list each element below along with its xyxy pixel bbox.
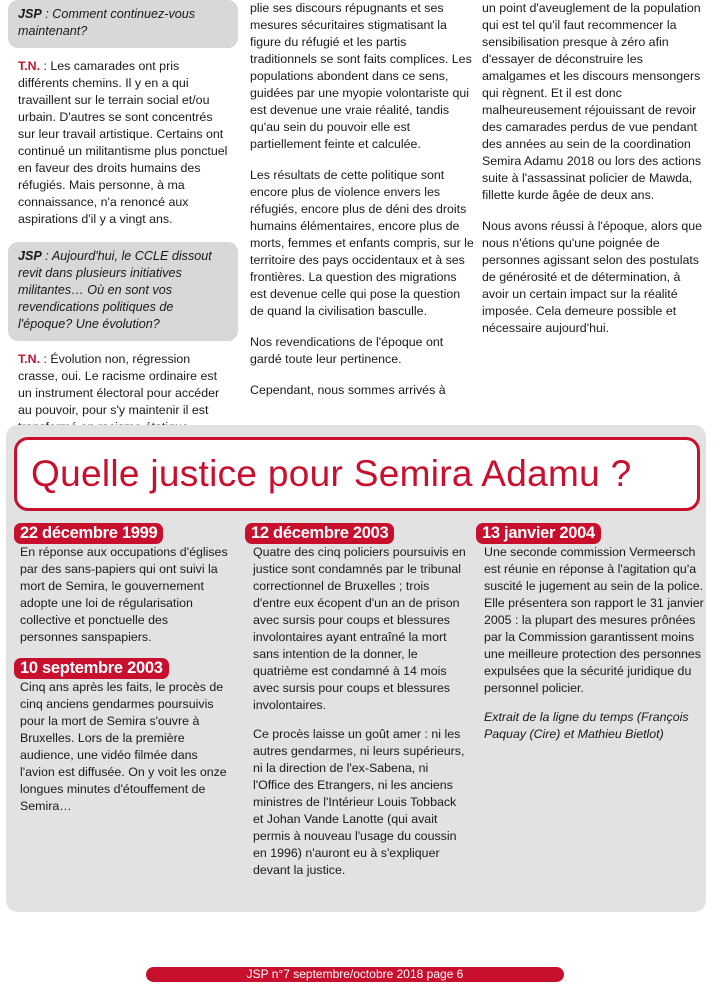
interview-column-3 (482, 0, 710, 351)
question-speaker: JSP (18, 7, 42, 21)
answer-speaker: T.N. (18, 352, 41, 366)
question-box (8, 0, 238, 48)
answer-text: : Les camarades ont pris différents chemins. Il y en a qui travaillent sur le terrain social et/ou urbain. D'autres se sont concentrés sur leur travail artistique. Certains ont continué un militantisme plus ponctuel en faveur des droits humains des réfugiés. Mais personne, à ma connaissance, n'a renoncé aux aspirations d'il y a vingt ans. (18, 59, 228, 226)
timeline-column-1 (14, 523, 229, 827)
body-paragraph: plie ses discours répugnants et ses mesures sécuritaires stigmatisant la figure du réfugié et les partis traditionnels se sont faits complices. Les populations abondent dans ce sens, guidées par une myopie volontariste qui est devenue une vraie réalité, tandis qu'au sein du pouvoir elle est partiellement feinte et calculée. (250, 1, 472, 151)
interview-column-1 (8, 0, 238, 453)
answer-text: : Évolution non, régression crasse, oui. Le racisme ordinaire est un instrument électoral pour accéder au pouvoir, pour s'y maintenir il est (18, 352, 220, 417)
timeline-entry-text: Une seconde commission Vermeersch est réunie en réponse à l'agitation qu'a suscité le jugement au sein de la police. Elle présentera son rapport le 31 janvier 2005 : la plupart des mesures prônées par la Commission garantissent moins une meilleure protection des personnes expulsées que la sécurité juridique du personnel policier. (484, 545, 704, 695)
interview-column-2 (250, 0, 475, 413)
page-footer: JSP n°7 septembre/octobre 2018 page 6 (146, 967, 564, 982)
body-paragraph: Nous avons réussi à l'époque, alors que nous n'étions qu'une poignée de personnes agissant selon des postulats de générosité et de détermination, à avoir un certain impact sur la réalité imposée. Cela demeure possible et nécessaire aujourd'hui. (482, 219, 703, 335)
question-speaker: JSP (18, 249, 42, 263)
date-badge: 12 décembre 2003 (245, 523, 394, 544)
question-box (8, 242, 238, 341)
answer-speaker: T.N. (18, 59, 41, 73)
body-paragraph: Cependant, nous sommes arrivés à (250, 383, 446, 397)
timeline-entry-text: En réponse aux occupations d'églises par des sans-papiers qui ont suivi la mort de Semira, le gouvernement adopte une loi de régularisation collective et ponctuelle des personnes sanspapiers. (20, 545, 228, 644)
timeline-entry-text: Cinq ans après les faits, le procès de cinq anciens gendarmes poursuivis pour la mort de Semira s'ouvre à Bruxelles. Lors de la première audience, une vidéo filmée dans l'avion est diffusée. On y voit les onze longues minutes d'étouffement de Semira… (20, 680, 227, 813)
timeline-title-banner (14, 437, 700, 511)
source-credit: Extrait de la ligne du temps (François Paquay (Cire) et Mathieu Bietlot) (484, 710, 689, 741)
body-paragraph: un point d'aveuglement de la population qui est tel qu'il faut recommencer la sensibilisation presque à zéro afin d'essayer de déconstruire les amalgames et les discours mensongers qui règnent. Et il est donc malheureusement réjouissant de revoir des camarades perdus de vue pendant des années au sein de la coordination Semira Adamu 2018 ou lors des actions suite à l'assassinat policier de Mawda, fillette kurde âgée de deux ans. (482, 1, 702, 202)
timeline-entry-text: Ce procès laisse un goût amer : ni les autres gendarmes, ni leurs supérieurs, ni la direction de l'ex-Sabena, ni l'Office des Etrangers, ni les anciens ministres de l'Intérieur Louis Tobback et Johan Vande Lanotte (qui avait permis à nouveau l'usage du coussin en 1996) n'auront eu à s'expliquer devant la justice. (253, 727, 465, 877)
answer-paragraph (8, 58, 238, 228)
question-text: : Aujourd'hui, le CCLE dissout revit dans plusieurs initiatives militantes… Où en sont vos revendications politiques de l'époque? Une évolution? (18, 249, 212, 331)
timeline-title: Quelle justice pour Semira Adamu ? (31, 453, 632, 494)
question-text: : Comment continuez-vous maintenant? (18, 7, 196, 38)
body-paragraph: Les résultats de cette politique sont encore plus de violence envers les réfugiés, encore plus de déni des droits humains élémentaires, encore plus de morts, femmes et enfants compris, sur le territoire des pays occidentaux et à ses frontières. La question des migrations est devenue celle qui pose la question de quand la civilisation basculle. (250, 168, 474, 318)
body-paragraph: Nos revendications de l'époque ont gardé toute leur pertinence. (250, 335, 444, 366)
date-badge: 10 septembre 2003 (14, 658, 169, 679)
timeline-column-3 (476, 523, 708, 755)
date-badge: 13 janvier 2004 (476, 523, 601, 544)
date-badge: 22 décembre 1999 (14, 523, 163, 544)
timeline-entry-text: Quatre des cinq policiers poursuivis en justice sont condamnés par le tribunal correctionnel de Bruxelles ; trois d'entre eux écopent d'un an de prison avec sursis pour coups et blessures involontaires ayant entraîné la mort sans intention de la donner, le quatrième est condamné à 14 mois avec sursis pour coups et blessures involontaires. (253, 545, 466, 712)
timeline-column-2 (245, 523, 467, 891)
